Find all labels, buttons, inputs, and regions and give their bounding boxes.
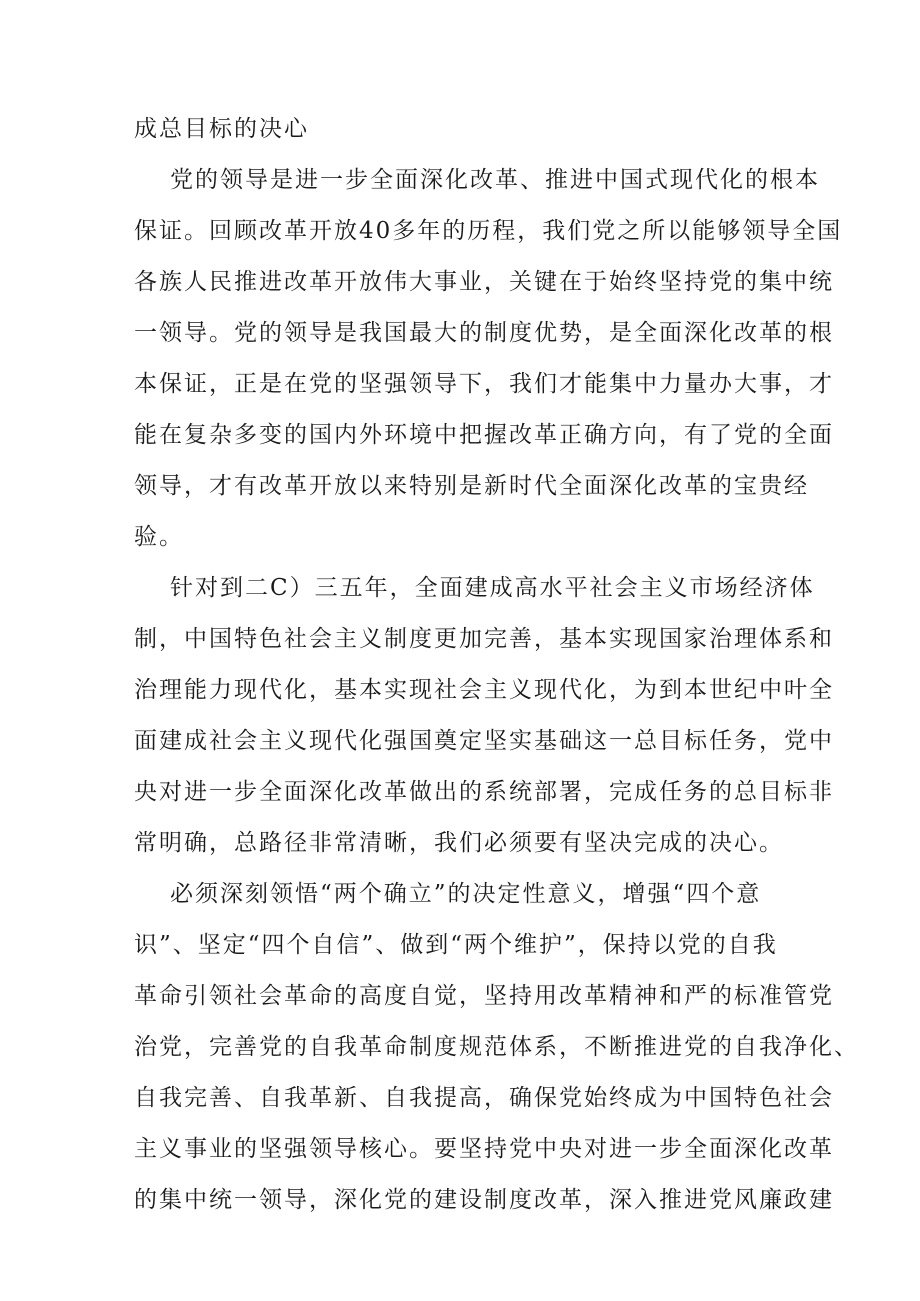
text-line: 领导，才有改革开放以来特别是新时代全面深化改革的宝贵经: [134, 473, 809, 499]
text-line: 面建成社会主义现代化强国奠定坚实基础这一总目标任务，党中: [134, 728, 834, 754]
text-line: 制，中国特色社会主义制度更加完善，基本实现国家治理体系和: [134, 626, 834, 652]
text-line: 治党，完善党的自我革命制度规范体系，不断推进党的自我净化、: [134, 1034, 859, 1060]
text-line: 成总目标的决心: [134, 116, 309, 142]
text-line: 保证。回顾改革开放40多年的历程，我们党之所以能够领导全国: [134, 218, 843, 244]
text-line: 本保证，正是在党的坚强领导下，我们才能集中力量办大事，才: [134, 371, 834, 397]
paragraph-start-line: 党的领导是进一步全面深化改革、推进中国式现代化的根本: [170, 167, 820, 193]
document-body: [134, 104, 859, 1226]
text-line: 的集中统一领导，深化党的建设制度改革，深入推进党风廉政建: [134, 1187, 834, 1213]
text-line: 验。: [134, 524, 184, 550]
text-line: 能在复杂多变的国内外环境中把握改革正确方向，有了党的全面: [134, 422, 834, 448]
text-line: 自我完善、自我革新、自我提高，确保党始终成为中国特色社会: [134, 1085, 834, 1111]
text-line: 各族人民推进改革开放伟大事业，关键在于始终坚持党的集中统: [134, 269, 834, 295]
text-line: 央对进一步全面深化改革做出的系统部署，完成任务的总目标非: [134, 779, 834, 805]
text-line: 主义事业的坚强领导核心。要坚持党中央对进一步全面深化改革: [134, 1136, 834, 1162]
text-line: 革命引领社会革命的高度自觉，坚持用改革精神和严的标准管党: [134, 983, 834, 1009]
text-line: 常明确，总路径非常清晰，我们必须要有坚决完成的决心。: [134, 830, 784, 856]
text-line: 识”、坚定“四个自信”、做到“两个维护”，保持以党的自我: [134, 932, 778, 958]
text-line: 治理能力现代化，基本实现社会主义现代化，为到本世纪中叶全: [134, 677, 834, 703]
paragraph-start-line: 必须深刻领悟“两个确立”的决定性意义，增强“四个意: [170, 881, 762, 907]
text-line: 一领导。党的领导是我国最大的制度优势，是全面深化改革的根: [134, 320, 834, 346]
paragraph-start-line: 针对到二C）三五年，全面建成高水平社会主义市场经济体: [170, 575, 815, 601]
